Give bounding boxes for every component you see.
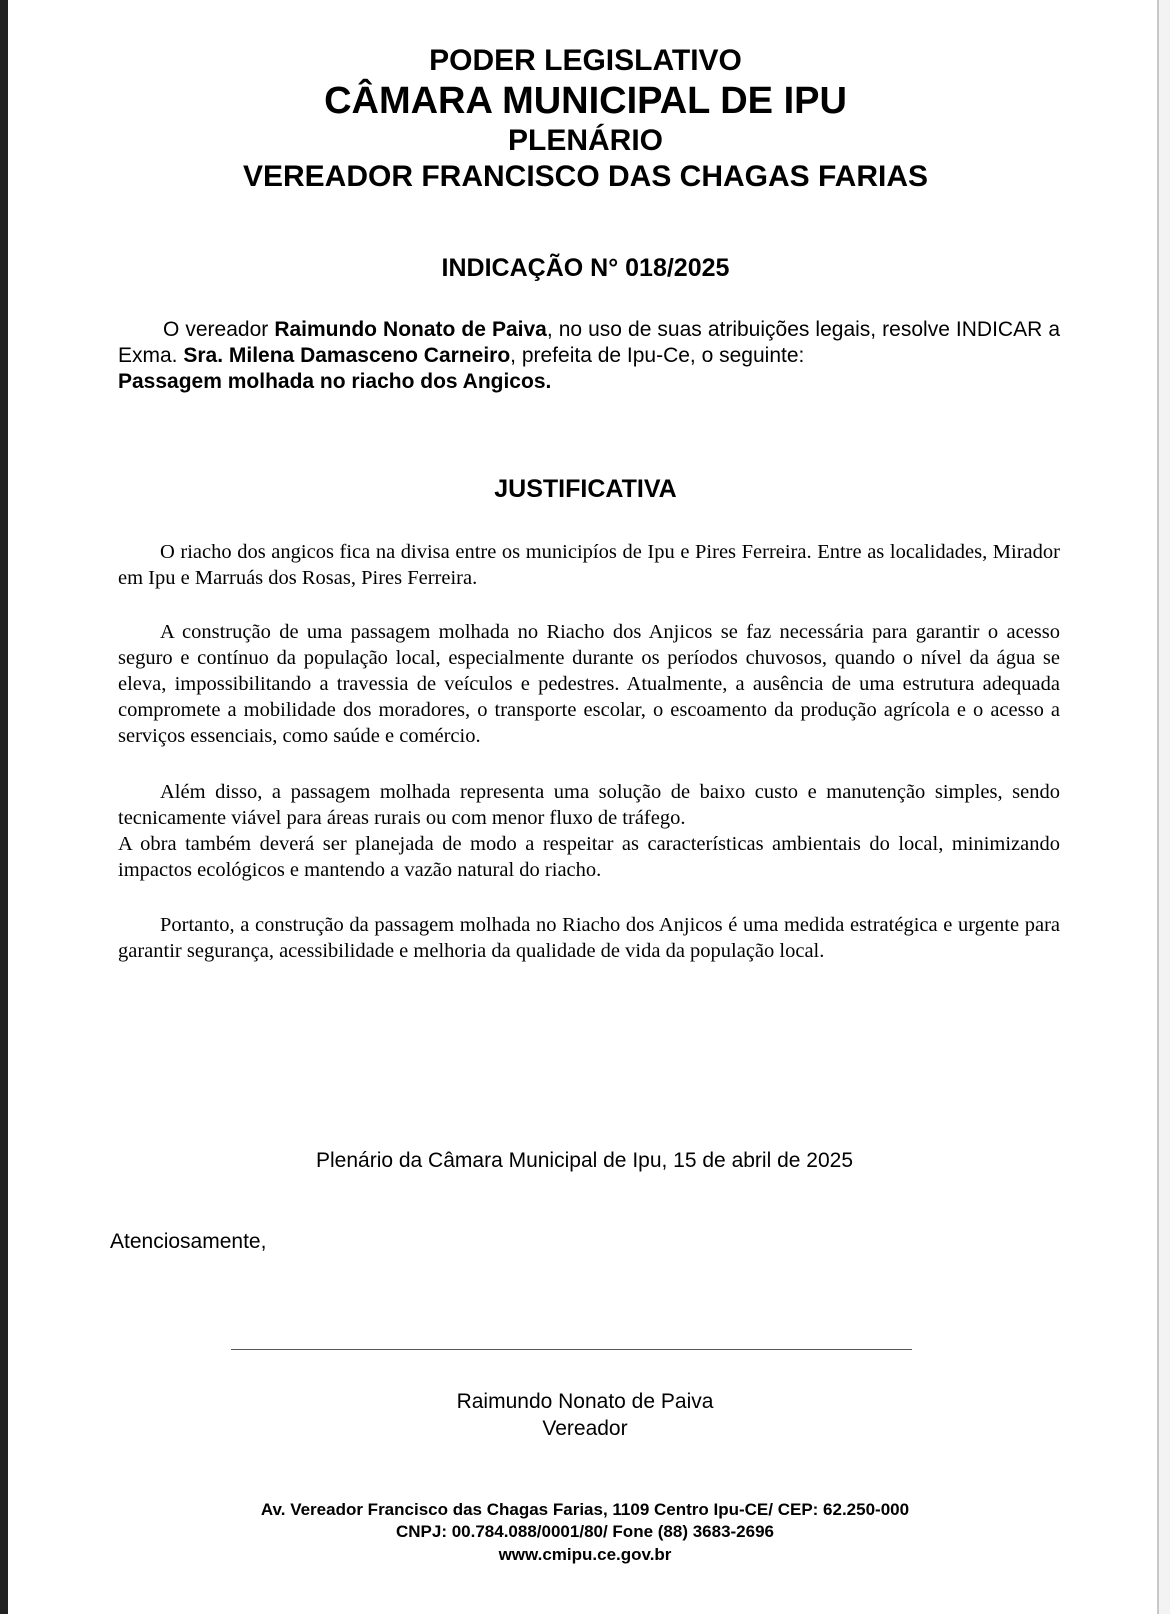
footer-cnpj-phone: CNPJ: 00.784.088/0001/80/ Fone (88) 3683-2696 (395, 1522, 775, 1541)
justificativa-p4-text: Portanto, a construção da passagem molhada no Riacho dos Anjicos é uma medida estratégica e urgente para garantir segurança, acessibilidade e melhoria da qualidade de vida da população local. (118, 914, 1060, 962)
justificativa-title: JUSTIFICATIVA (494, 475, 677, 503)
justificativa-p2-text: A construção de uma passagem molhada no Riacho dos Anjicos se faz necessária para garantir o acesso seguro e contínuo da população local, especialmente durante os períodos chuvosos, quando o nível da água se eleva, impossibilitando a travessia de veículos e pedestres. Atualmente, a ausência de uma estrutura adequada compromete a mobilidade dos moradores, o transporte escolar, o escoamento da produção agrícola e o acesso a serviços essenciais, como saúde e comércio. (118, 621, 1060, 747)
indicacao-recipient: Sra. Milena Damasceno Carneiro (183, 344, 511, 367)
justificativa-paragraph-1 (118, 539, 1060, 591)
signer-name: Raimundo Nonato de Paiva (456, 1390, 714, 1413)
indicacao-end-text: , prefeita de Ipu-Ce, o seguinte: (510, 344, 805, 367)
right-margin (1159, 0, 1170, 1614)
justificativa-p3a-text: Além disso, a passagem molhada representa uma solução de baixo custo e manutenção simples, sendo tecnicamente viável para áreas rurais ou com menor fluxo de tráfego. (118, 781, 1060, 829)
header-plenario: PLENÁRIO (507, 124, 663, 157)
indicacao-intro-text: O vereador (163, 318, 275, 341)
justificativa-paragraph-2 (118, 619, 1060, 749)
header-vereador-name: VEREADOR FRANCISCO DAS CHAGAS FARIAS (242, 160, 929, 193)
justificativa-p1-text: O riacho dos angicos fica na divisa entre os municipíos de Ipu e Pires Ferreira. Entre as localidades, Mirador em Ipu e Marruás dos Rosas, Pires Ferreira. (118, 541, 1060, 589)
indicacao-author: Raimundo Nonato de Paiva (274, 318, 547, 341)
header-poder-legislativo: PODER LEGISLATIVO (429, 44, 742, 77)
indicacao-paragraph (118, 317, 1060, 395)
footer-address: Av. Vereador Francisco das Chagas Farias, 1109 Centro Ipu-CE/ CEP: 62.250-000 (260, 1500, 910, 1519)
place-and-date: Plenário da Câmara Municipal de Ipu, 15 de abril de 2025 (315, 1149, 853, 1172)
left-page-edge (0, 0, 8, 1614)
signer-role: Vereador (542, 1417, 628, 1440)
footer-website: www.cmipu.ce.gov.br (498, 1545, 672, 1564)
salutation: Atenciosamente, (110, 1230, 267, 1253)
justificativa-paragraph-3 (118, 779, 1060, 883)
header-camara-municipal: CÂMARA MUNICIPAL DE IPU (324, 80, 847, 122)
indicacao-mid-text: , no uso de suas atribuições legais, resolve INDICAR a Exma. (118, 318, 1060, 367)
indicacao-title: INDICAÇÃO N° 018/2025 (441, 254, 730, 282)
indicacao-subject: Passagem molhada no riacho dos Angicos. (118, 370, 552, 393)
justificativa-paragraph-4 (118, 912, 1060, 964)
document-page (8, 0, 1157, 1614)
signature-line (231, 1349, 912, 1350)
justificativa-p3b-text: A obra também deverá ser planejada de modo a respeitar as características ambientais do local, minimizando impactos ecológicos e mantendo a vazão natural do riacho. (118, 833, 1060, 881)
